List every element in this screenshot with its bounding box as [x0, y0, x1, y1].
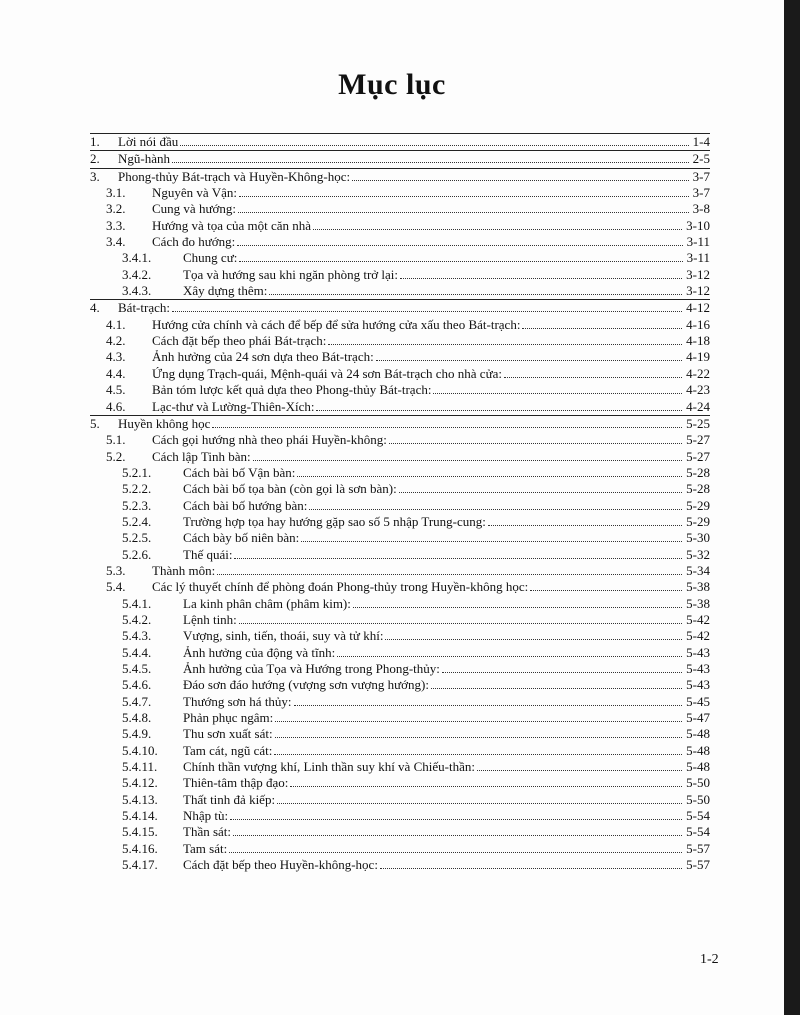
toc-entry-body	[183, 743, 710, 759]
toc-entry-page: 3-7	[692, 168, 710, 184]
toc-entry-body	[152, 449, 710, 465]
toc-entry-number: 3.4.3.	[122, 283, 152, 299]
toc-entry[interactable]	[90, 514, 710, 530]
toc-entry-title: Chính thần vượng khí, Linh thần suy khí và Chiếu-thần:	[183, 759, 475, 775]
toc-entry-page: 5-54	[686, 808, 710, 824]
dot-leader	[442, 661, 682, 673]
toc-entry-number: 5.2.5.	[122, 530, 152, 546]
toc-entry-title: Cách đặt bếp theo phái Bát-trạch:	[152, 333, 327, 349]
toc-entry[interactable]	[90, 710, 710, 726]
toc-entry[interactable]	[90, 150, 710, 167]
toc-entry[interactable]	[90, 824, 710, 840]
toc-entry[interactable]	[90, 250, 710, 266]
toc-entry-page: 5-48	[686, 759, 710, 775]
toc-entry-title: Thất tinh đả kiếp:	[183, 791, 276, 807]
toc-entry-page: 5-28	[686, 481, 710, 497]
toc-entry-title: Tam sát:	[183, 840, 228, 856]
toc-entry[interactable]	[90, 628, 710, 644]
toc-entry-page: 5-27	[686, 432, 710, 448]
toc-entry-page: 3-10	[686, 217, 710, 233]
toc-entry-title: Xây dựng thêm:	[183, 283, 268, 299]
dot-leader	[352, 169, 689, 181]
toc-entry-body	[183, 250, 710, 266]
toc-entry-body	[152, 349, 710, 365]
toc-entry-body	[152, 185, 710, 201]
toc-entry-body	[152, 382, 710, 398]
toc-entry[interactable]	[90, 382, 710, 398]
toc-entry-number: 4.6.	[106, 398, 126, 414]
toc-entry-body	[183, 726, 710, 742]
dot-leader	[522, 317, 682, 329]
toc-entry-page: 5-48	[686, 726, 710, 742]
toc-entry-number: 5.4.16.	[122, 840, 158, 856]
toc-entry-page: 5-45	[686, 693, 710, 709]
toc-entry-page: 4-23	[686, 382, 710, 398]
toc-entry[interactable]	[90, 168, 710, 185]
toc-entry-title: Lệnh tinh:	[183, 611, 237, 627]
toc-entry-page: 5-50	[686, 791, 710, 807]
toc-entry[interactable]	[90, 465, 710, 481]
toc-entry-page: 5-43	[686, 644, 710, 660]
toc-entry-title: Cách đo hướng:	[152, 234, 236, 250]
toc-entry-body	[183, 775, 710, 791]
toc-entry[interactable]	[90, 449, 710, 465]
toc-entry-number: 5.4.3.	[122, 628, 152, 644]
toc-entry[interactable]	[90, 201, 710, 217]
toc-entry-title: Bản tóm lược kết quả dựa theo Phong-thủy Bát-trạch:	[152, 382, 432, 398]
dot-leader	[353, 596, 682, 608]
toc-entry-number: 4.2.	[106, 333, 126, 349]
toc-entry-title: Nguyên và Vận:	[152, 185, 237, 201]
toc-entry-title: Thiên-tâm thập đạo:	[183, 775, 289, 791]
dot-leader	[275, 710, 682, 722]
toc-entry[interactable]	[90, 547, 710, 563]
toc-entry-number: 5.4.13.	[122, 791, 158, 807]
toc-entry-body	[118, 169, 710, 185]
toc-entry-title: Hướng cửa chính và cách để bếp để sửa hướng cửa xấu theo Bát-trạch:	[152, 316, 521, 332]
toc-entry-body	[183, 841, 710, 857]
toc-entry[interactable]	[90, 759, 710, 775]
toc-entry-page: 5-50	[686, 775, 710, 791]
toc-entry-title: Chung cư:	[183, 250, 238, 266]
toc-entry[interactable]	[90, 498, 710, 514]
toc-entry-title: Nhập tù:	[183, 808, 229, 824]
toc-entry-title: Huyền không học	[118, 415, 211, 431]
toc-entry[interactable]	[90, 267, 710, 283]
toc-entry-number: 5.4.9.	[122, 726, 152, 742]
toc-entry-title: Thế quái:	[183, 546, 233, 562]
toc-entry-page: 3-8	[692, 201, 710, 217]
toc-entry-page: 5-47	[686, 710, 710, 726]
toc-entry-body	[183, 661, 710, 677]
toc-entry-title: Hướng và tọa của một căn nhà	[152, 217, 312, 233]
dot-leader	[433, 382, 682, 394]
toc-entry-number: 4.	[90, 300, 100, 316]
toc-entry-title: Thướng sơn há thủy:	[183, 693, 292, 709]
toc-entry-body	[183, 530, 710, 546]
toc-entry-page: 4-24	[686, 398, 710, 414]
dot-leader	[274, 743, 682, 755]
toc-entry-body	[152, 432, 710, 448]
toc-entry-number: 5.4.11.	[122, 759, 158, 775]
viewer-edge	[784, 0, 800, 1015]
toc-entry-title: Ảnh hưởng của động và tĩnh:	[183, 644, 336, 660]
toc-entry-body	[152, 366, 710, 382]
toc-entry-body	[183, 465, 710, 481]
toc-entry-title: Bát-trạch:	[118, 300, 170, 316]
dot-leader	[238, 201, 689, 213]
toc-entry[interactable]	[90, 366, 710, 382]
toc-entry-title: Lời nói đầu	[118, 134, 179, 149]
toc-entry-title: Tam cát, ngũ cát:	[183, 742, 273, 758]
toc-entry-title: Ảnh hưởng của Tọa và Hướng trong Phong-thủy:	[183, 661, 440, 676]
dot-leader	[253, 449, 683, 461]
dot-leader	[297, 465, 682, 477]
dot-leader	[229, 841, 682, 853]
toc-entry[interactable]	[90, 530, 710, 546]
dot-leader	[269, 283, 682, 295]
dot-leader	[389, 432, 682, 444]
toc-entry-body	[183, 628, 710, 644]
toc-entry-body	[152, 563, 710, 579]
toc-entry-number: 3.4.2.	[122, 266, 152, 282]
toc-entry-title: Thần sát:	[183, 824, 232, 840]
toc-entry-page: 3-12	[686, 266, 710, 282]
toc-entry-title: Thành môn:	[152, 562, 216, 578]
toc-entry[interactable]	[90, 841, 710, 857]
toc-entry[interactable]	[90, 743, 710, 759]
toc-entry-title: Phản phục ngâm:	[183, 710, 274, 726]
toc-entry[interactable]	[90, 317, 710, 333]
toc-entry-number: 5.2.1.	[122, 464, 152, 480]
toc-entry-page: 5-27	[686, 448, 710, 464]
toc-entry-number: 3.4.	[106, 234, 126, 250]
toc-entry-body	[183, 824, 710, 840]
toc-entry-body	[118, 134, 710, 150]
toc-entry-number: 4.1.	[106, 316, 126, 332]
toc-entry-page: 5-42	[686, 611, 710, 627]
page-title: Mục lục	[338, 68, 446, 101]
toc-entry-number: 5.2.2.	[122, 481, 152, 497]
dot-leader	[172, 300, 682, 312]
dot-leader	[277, 792, 682, 804]
toc-entry[interactable]	[90, 579, 710, 595]
toc-entry-body	[183, 645, 710, 661]
toc-entry-number: 3.4.1.	[122, 250, 152, 266]
toc-entry-number: 1.	[90, 134, 100, 149]
toc-entry[interactable]	[90, 415, 710, 432]
toc-entry-title: Thu sơn xuất sát:	[183, 726, 273, 742]
toc-entry-title: La kinh phân châm (phâm kim):	[183, 595, 351, 611]
toc-entry[interactable]	[90, 775, 710, 791]
toc-entry-body	[152, 333, 710, 349]
page-number: 1-2	[700, 952, 719, 967]
toc-entry-body	[118, 151, 710, 167]
toc-entry-body	[183, 857, 710, 873]
toc-entry-title: Lạc-thư và Lường-Thiên-Xích:	[152, 398, 315, 414]
toc-entry[interactable]	[90, 185, 710, 201]
toc-entry-title: Vượng, sinh, tiến, thoái, suy và tử khí:	[183, 628, 384, 644]
toc-entry[interactable]	[90, 283, 710, 299]
toc-entry-body	[183, 677, 710, 693]
toc-entry-page: 5-29	[686, 497, 710, 513]
toc-entry-number: 3.3.	[106, 217, 126, 233]
toc-entry-page: 5-32	[686, 546, 710, 562]
toc-entry-page: 5-38	[686, 595, 710, 611]
toc-entry-title: Trường hợp tọa hay hướng gặp sao số 5 nhập Trung-cung:	[183, 513, 486, 529]
toc-entry[interactable]	[90, 481, 710, 497]
toc-entry-body	[183, 612, 710, 628]
toc-entry-title: Cung và hướng:	[152, 201, 236, 217]
toc-entry-title: Ứng dụng Trạch-quái, Mệnh-quái và 24 sơn Bát-trạch cho nhà cửa:	[152, 365, 503, 381]
toc-entry-page: 5-28	[686, 464, 710, 480]
toc-entry[interactable]	[90, 133, 710, 150]
toc-entry-body	[118, 300, 710, 316]
dot-leader	[290, 775, 682, 787]
toc-entry-body	[152, 234, 710, 250]
toc-entry-page: 5-54	[686, 824, 710, 840]
dot-leader	[530, 579, 682, 591]
toc-entry-number: 5.2.4.	[122, 513, 152, 529]
toc-entry-page: 5-57	[686, 840, 710, 856]
toc-entry[interactable]	[90, 661, 710, 677]
dot-leader	[212, 416, 682, 428]
toc-entry-number: 3.2.	[106, 201, 126, 217]
toc-entry-number: 5.3.	[106, 562, 126, 578]
toc-entry-number: 5.4.	[106, 579, 126, 595]
toc-entry-page: 5-43	[686, 677, 710, 693]
toc-entry-body	[183, 547, 710, 563]
toc-entry[interactable]	[90, 857, 710, 873]
toc-entry-number: 5.2.6.	[122, 546, 152, 562]
toc-entry-number: 3.	[90, 168, 100, 184]
toc-entry-number: 5.1.	[106, 432, 126, 448]
toc-entry[interactable]	[90, 432, 710, 448]
dot-leader	[234, 547, 682, 559]
toc-entry-title: Cách bài bố Vận bàn:	[183, 464, 296, 480]
toc-entry-page: 1-4	[692, 134, 710, 149]
toc-entry-number: 5.2.	[106, 448, 126, 464]
toc-entry[interactable]	[90, 808, 710, 824]
toc-entry-page: 2-5	[692, 151, 710, 167]
toc-entry-page: 5-57	[686, 857, 710, 873]
dot-leader	[385, 628, 682, 640]
toc-entry-title: Cách bày bố niên bàn:	[183, 530, 300, 546]
toc-entry-number: 5.4.17.	[122, 857, 158, 873]
table-of-contents	[90, 133, 710, 873]
toc-entry[interactable]	[90, 218, 710, 234]
dot-leader	[237, 234, 682, 246]
toc-entry-title: Cách bài bố hướng bàn:	[183, 497, 308, 513]
toc-entry-number: 5.4.7.	[122, 693, 152, 709]
toc-entry-page: 3-7	[692, 185, 710, 201]
toc-entry-page: 4-19	[686, 349, 710, 365]
dot-leader	[488, 514, 682, 526]
toc-entry[interactable]	[90, 234, 710, 250]
toc-entry-number: 5.4.6.	[122, 677, 152, 693]
dot-leader	[337, 645, 682, 657]
toc-entry-title: Ảnh hưởng của 24 sơn dựa theo Bát-trạch:	[152, 349, 374, 365]
toc-entry-page: 4-12	[686, 300, 710, 316]
dot-leader	[275, 726, 683, 738]
dot-leader	[239, 612, 682, 624]
toc-entry-page: 5-42	[686, 628, 710, 644]
dot-leader	[328, 333, 682, 345]
toc-entry-body	[183, 498, 710, 514]
toc-entry[interactable]	[90, 349, 710, 365]
toc-entry-page: 5-43	[686, 661, 710, 676]
toc-entry-body	[183, 808, 710, 824]
toc-entry[interactable]	[90, 694, 710, 710]
toc-entry[interactable]	[90, 677, 710, 693]
dot-leader	[309, 498, 682, 510]
toc-entry[interactable]	[90, 792, 710, 808]
toc-entry-page: 4-22	[686, 365, 710, 381]
toc-entry-body	[183, 759, 710, 775]
dot-leader	[233, 824, 682, 836]
toc-entry-body	[152, 399, 710, 415]
toc-entry-number: 5.4.15.	[122, 824, 158, 840]
toc-entry-body	[152, 317, 710, 333]
toc-entry-title: Cách bài bố tọa bàn (còn gọi là sơn bàn):	[183, 481, 397, 497]
toc-entry[interactable]	[90, 399, 710, 415]
toc-entry-page: 5-25	[686, 415, 710, 431]
dot-leader	[294, 694, 683, 706]
dot-leader	[239, 250, 682, 262]
toc-entry-page: 4-16	[686, 316, 710, 332]
toc-entry[interactable]	[90, 726, 710, 742]
dot-leader	[172, 151, 689, 163]
toc-entry-title: Các lý thuyết chính để phòng đoán Phong-thủy trong Huyền-không học:	[152, 579, 529, 595]
dot-leader	[313, 218, 682, 230]
toc-entry-page: 3-11	[686, 250, 710, 266]
toc-entry-body	[183, 267, 710, 283]
toc-entry-number: 5.4.10.	[122, 742, 158, 758]
toc-entry-body	[183, 283, 710, 299]
toc-entry-number: 4.3.	[106, 349, 126, 365]
dot-leader	[316, 399, 682, 411]
toc-entry-number: 5.4.8.	[122, 710, 152, 726]
toc-entry-number: 5.	[90, 415, 100, 431]
dot-leader	[301, 530, 682, 542]
toc-entry-body	[152, 201, 710, 217]
toc-entry-number: 5.2.3.	[122, 497, 152, 513]
toc-entry-title: Tọa và hướng sau khi ngăn phòng trở lại:	[183, 266, 399, 282]
toc-entry-title: Đáo sơn đáo hướng (vượng sơn vượng hướng):	[183, 677, 429, 693]
toc-entry-title: Cách đặt bếp theo Huyền-không-học:	[183, 857, 378, 873]
dot-leader	[376, 349, 682, 361]
toc-entry-page: 5-38	[686, 579, 710, 595]
toc-entry-body	[118, 416, 710, 432]
dot-leader	[180, 134, 688, 146]
toc-entry-number: 5.4.1.	[122, 595, 152, 611]
toc-entry-body	[183, 792, 710, 808]
toc-entry-number: 5.4.12.	[122, 775, 158, 791]
toc-entry[interactable]	[90, 333, 710, 349]
toc-entry[interactable]	[90, 563, 710, 579]
dot-leader	[431, 677, 682, 689]
toc-entry-body	[152, 218, 710, 234]
toc-entry-number: 5.4.14.	[122, 808, 158, 824]
toc-entry[interactable]	[90, 299, 710, 316]
toc-entry-number: 3.1.	[106, 185, 126, 201]
dot-leader	[230, 808, 682, 820]
toc-entry-page: 5-34	[686, 562, 710, 578]
toc-entry-number: 5.4.5.	[122, 661, 152, 676]
dot-leader	[217, 563, 682, 575]
toc-entry-number: 2.	[90, 151, 100, 167]
toc-entry[interactable]	[90, 612, 710, 628]
toc-entry-page: 3-12	[686, 283, 710, 299]
dot-leader	[400, 267, 682, 279]
dot-leader	[380, 857, 682, 869]
toc-entry[interactable]	[90, 645, 710, 661]
dot-leader	[399, 481, 682, 493]
toc-entry-title: Cách lập Tinh bàn:	[152, 448, 251, 464]
toc-entry-number: 5.4.2.	[122, 611, 152, 627]
toc-entry-title: Cách gọi hướng nhà theo phái Huyền-không:	[152, 432, 387, 448]
toc-entry-title: Phong-thủy Bát-trạch và Huyền-Không-học:	[118, 168, 351, 184]
toc-entry-body	[183, 481, 710, 497]
toc-entry-body	[183, 514, 710, 530]
toc-entry[interactable]	[90, 596, 710, 612]
toc-entry-number: 4.5.	[106, 382, 126, 398]
toc-entry-body	[152, 579, 710, 595]
dot-leader	[239, 185, 689, 197]
dot-leader	[504, 366, 682, 378]
toc-entry-page: 3-11	[686, 234, 710, 250]
toc-entry-body	[183, 694, 710, 710]
toc-entry-number: 4.4.	[106, 365, 126, 381]
toc-entry-number: 5.4.4.	[122, 644, 152, 660]
toc-entry-page: 4-18	[686, 333, 710, 349]
toc-entry-body	[183, 710, 710, 726]
toc-entry-body	[183, 596, 710, 612]
dot-leader	[477, 759, 682, 771]
toc-entry-page: 5-30	[686, 530, 710, 546]
toc-entry-title: Ngũ-hành	[118, 151, 170, 167]
toc-entry-page: 5-29	[686, 513, 710, 529]
toc-entry-page: 5-48	[686, 742, 710, 758]
